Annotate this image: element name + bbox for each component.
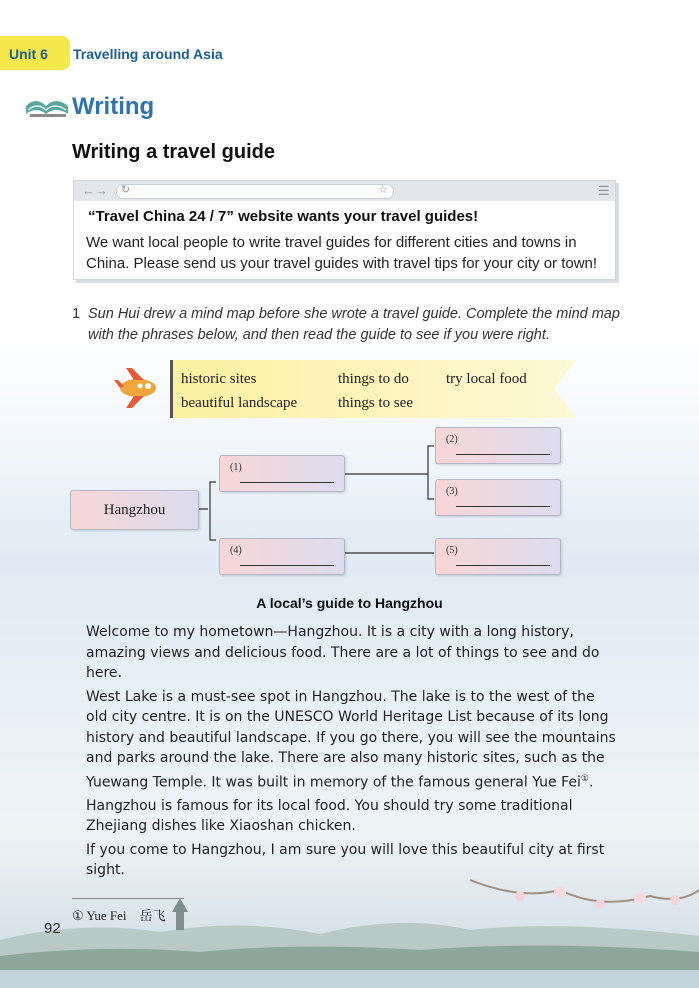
answer-line	[456, 454, 550, 455]
phrase-things-to-see: things to see	[338, 395, 413, 411]
phrase-things-to-do: things to do	[338, 371, 409, 387]
star-icon[interactable]: ☆	[378, 184, 388, 196]
guide-paragraph-3: Hangzhou is famous for its local food. You should try some traditional Zhejiang dishes like Xiaoshan chicken.	[86, 797, 573, 835]
footnote-divider	[72, 898, 184, 899]
section-subtitle: Writing a travel guide	[72, 141, 275, 163]
guide-paragraph-2-end: .	[588, 774, 594, 791]
nav-arrows-icon[interactable]: ←→	[82, 183, 108, 198]
mind-map-blank-5[interactable]	[435, 538, 561, 575]
unit-number: Unit 6	[9, 46, 48, 62]
phrase-beautiful-landscape: beautiful landscape	[181, 395, 298, 411]
task-number: 1	[72, 306, 81, 322]
mind-map-blank-2[interactable]	[435, 427, 561, 464]
guide-title: A local’s guide to Hangzhou	[256, 595, 443, 611]
blank-number: (4)	[230, 545, 242, 556]
mind-map-blank-3[interactable]	[435, 479, 561, 516]
guide-text	[86, 622, 616, 884]
blank-number: (2)	[446, 434, 458, 445]
mind-map-center-node	[70, 490, 199, 530]
answer-line	[240, 482, 334, 483]
answer-line	[456, 565, 550, 566]
blank-number: (5)	[446, 545, 458, 556]
blank-number: (3)	[446, 486, 458, 497]
answer-line	[456, 506, 550, 507]
mind-map-center-label: Hangzhou	[103, 502, 166, 518]
menu-icon[interactable]: ☰	[598, 183, 610, 198]
mind-map-blank-1[interactable]	[219, 455, 345, 492]
guide-paragraph-2-text: West Lake is a must-see spot in Hangzhou. The lake is to the west of the old city centre. It is on the UNESCO World Heritage List because of its long history and beautiful landscape. If you go there, you will see the mountains and parks around the lake. There are also many historic sites, such as the Yuewang Temple. It was built in memory of the famous general Yue Fei	[86, 688, 616, 791]
phrase-historic-sites: historic sites	[181, 371, 257, 387]
phrase-try-local-food: try local food	[446, 371, 527, 387]
page-number: 92	[44, 920, 61, 937]
browser-body-text: We want local people to write travel guides for different cities and towns in China. Please send us your travel guides with travel tips for your city or town!	[86, 234, 598, 272]
answer-line	[240, 565, 334, 566]
task-text: Sun Hui drew a mind map before she wrote a travel guide. Complete the mind map with the phrases below, and then read the guide to see if you were right.	[88, 306, 620, 343]
reload-icon[interactable]: ↻	[121, 184, 131, 196]
unit-title: Travelling around Asia	[73, 46, 223, 62]
section-title: Writing	[72, 93, 155, 120]
guide-paragraph-2	[86, 687, 616, 793]
blank-number: (1)	[230, 462, 242, 473]
guide-paragraph-1: Welcome to my hometown—Hangzhou. It is a city with a long history, amazing views and delicious food. There are a lot of things to see and do here.	[86, 624, 600, 681]
footnote: ① Yue Fei 岳飞	[72, 908, 166, 923]
guide-paragraph-4: If you come to Hangzhou, I am sure you will love this beautiful city at first sight.	[86, 841, 605, 879]
browser-headline: “Travel China 24 / 7” website wants your travel guides!	[88, 208, 479, 225]
footnote-marker[interactable]: ①	[580, 773, 589, 784]
mind-map-blank-4[interactable]	[219, 538, 345, 575]
